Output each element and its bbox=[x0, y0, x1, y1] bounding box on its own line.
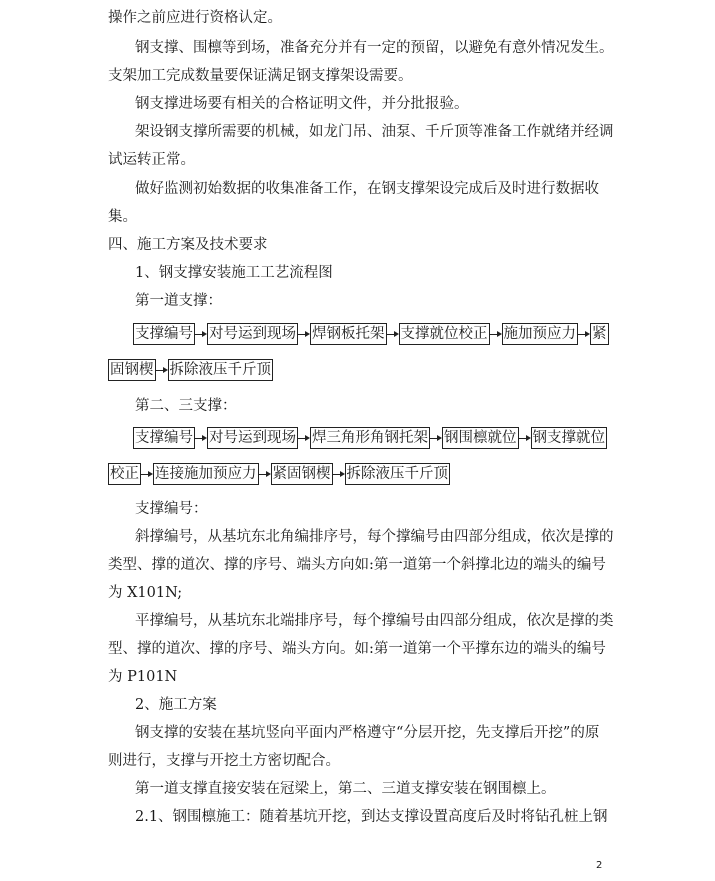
flow-label: 第二、三支撑： bbox=[135, 398, 237, 414]
subsection-heading: 1、钢支撑安装施工工艺流程图 bbox=[135, 265, 333, 281]
para-line: 做好监测初始数据的收集准备工作，在钢支撑架设完成后及时进行数据收 bbox=[135, 181, 599, 197]
para-line: 试运转正常。 bbox=[108, 152, 195, 168]
flowchart-row bbox=[133, 427, 607, 449]
flow-step: 拆除液压千斤顶 bbox=[345, 463, 451, 485]
flow-step: 对号运到现场 bbox=[207, 323, 298, 345]
para-line: 平撑编号，从基坑东北端排序号，每个撑编号由四部分组成，依次是撑的类 bbox=[135, 613, 614, 629]
flow-step: 钢支撑就位 bbox=[531, 427, 608, 449]
flow-step: 固钢楔 bbox=[108, 359, 156, 381]
arrow-right-icon bbox=[490, 324, 502, 344]
para-line: 斜撑编号，从基坑东北角编排序号，每个撑编号由四部分组成，依次是撑的 bbox=[135, 529, 614, 545]
para-line: 为 X101N; bbox=[108, 585, 183, 601]
arrow-right-icon bbox=[387, 324, 399, 344]
arrow-right-icon bbox=[195, 428, 207, 448]
para-line: 钢支撑、围檩等到场，准备充分并有一定的预留，以避免有意外情况发生。 bbox=[135, 40, 614, 56]
para-line: 钢支撑进场要有相关的合格证明文件，并分批报验。 bbox=[135, 96, 469, 112]
flow-step: 连接施加预应力 bbox=[153, 463, 259, 485]
flowchart-row bbox=[133, 323, 609, 345]
flow-step: 拆除液压千斤顶 bbox=[168, 359, 274, 381]
arrow-right-icon bbox=[298, 324, 310, 344]
arrow-right-icon bbox=[259, 464, 271, 484]
flow-step: 焊三角形角钢托架 bbox=[310, 427, 430, 449]
flow-step: 校正 bbox=[108, 463, 141, 485]
flow-step: 支撑编号 bbox=[133, 427, 195, 449]
para-line: 型、撑的道次、撑的序号、端头方向。如:第一道第一个平撑东边的端头的编号 bbox=[108, 641, 606, 657]
flow-step: 施加预应力 bbox=[502, 323, 579, 345]
para-line: 架设钢支撑所需要的机械，如龙门吊、油泵、千斤顶等准备工作就绪并经调 bbox=[135, 124, 614, 140]
flow-label: 第一道支撑： bbox=[135, 293, 222, 309]
para-line: 钢支撑的安装在基坑竖向平面内严格遵守“分层开挖，先支撑后开挖”的原 bbox=[135, 725, 600, 741]
flow-step: 焊钢板托架 bbox=[310, 323, 387, 345]
arrow-right-icon bbox=[141, 464, 153, 484]
arrow-right-icon bbox=[519, 428, 531, 448]
flow-step: 紧 bbox=[590, 323, 609, 345]
para-line: 第一道支撑直接安装在冠梁上，第二、三道支撑安装在钢围檩上。 bbox=[135, 781, 556, 797]
arrow-right-icon bbox=[333, 464, 345, 484]
para-line: 2.1、钢围檩施工：随着基坑开挖，到达支撑设置高度后及时将钻孔桩上钢 bbox=[135, 809, 608, 825]
arrow-right-icon bbox=[298, 428, 310, 448]
para-line: 为 P101N bbox=[108, 669, 178, 685]
flowchart-row bbox=[108, 359, 273, 381]
para-line: 操作之前应进行资格认定。 bbox=[108, 10, 282, 26]
arrow-right-icon bbox=[195, 324, 207, 344]
flow-step: 钢围檩就位 bbox=[442, 427, 519, 449]
arrow-right-icon bbox=[430, 428, 442, 448]
subsection-heading: 2、施工方案 bbox=[135, 697, 217, 713]
flow-step: 紧固钢楔 bbox=[271, 463, 333, 485]
page-number: 2 bbox=[596, 860, 603, 871]
para-line: 支架加工完成数量要保证满足钢支撑架设需要。 bbox=[108, 68, 413, 84]
para-line: 类型、撑的道次、撑的序号、端头方向如:第一道第一个斜撑北边的端头的编号 bbox=[108, 557, 606, 573]
para-line: 则进行，支撑与开挖土方密切配合。 bbox=[108, 753, 340, 769]
section-heading: 四、施工方案及技术要求 bbox=[108, 237, 268, 253]
flow-step: 支撑就位校正 bbox=[399, 323, 490, 345]
arrow-right-icon bbox=[156, 360, 168, 380]
flowchart-row bbox=[108, 463, 450, 485]
flow-step: 支撑编号 bbox=[133, 323, 195, 345]
para-line: 集。 bbox=[108, 209, 137, 225]
flow-step: 对号运到现场 bbox=[207, 427, 298, 449]
arrow-right-icon bbox=[578, 324, 590, 344]
para-line: 支撑编号： bbox=[135, 501, 208, 517]
